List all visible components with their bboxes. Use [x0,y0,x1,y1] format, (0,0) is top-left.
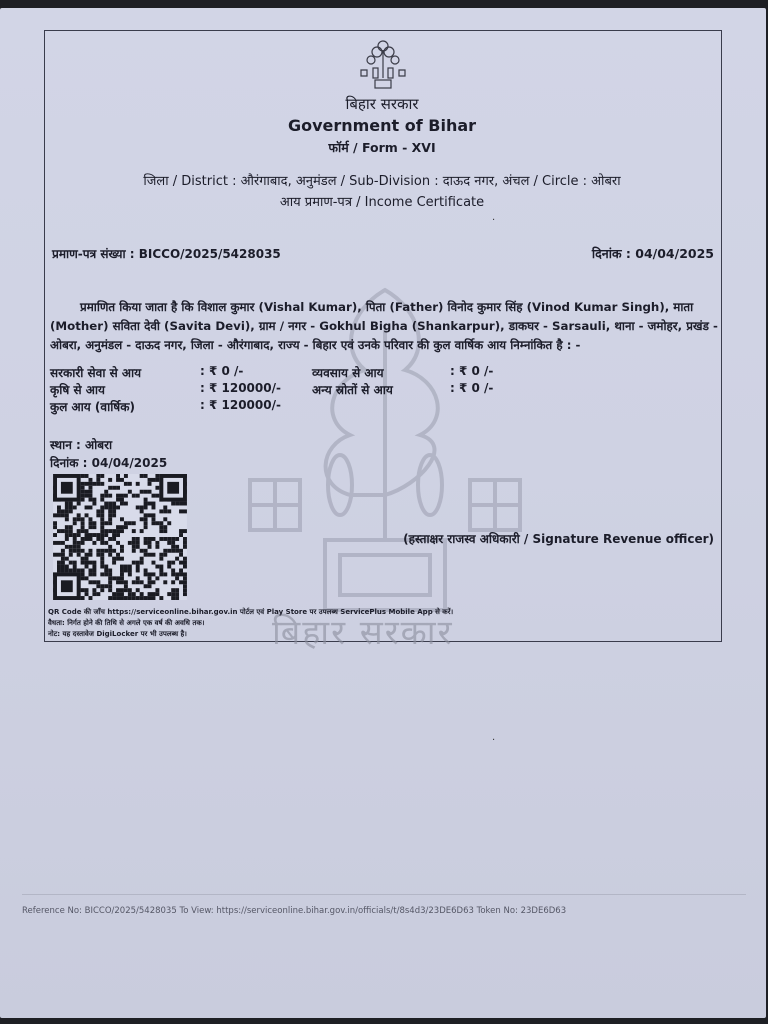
govt-title-hindi: बिहार सरकार [345,95,419,113]
other-income-label: अन्य स्रोतों से आय [312,383,393,397]
certificate-body: प्रमाणित किया जाता है कि विशाल कुमार (Vishal Kumar), पिता (Father) विनोद कुमार सिंह (Vinod Kumar Singh), माता (Mother) सविता देवी (Savita Devi), ग्राम / नगर - Gokhul Bigha (Shankarpur), डाकघर - Sarsauli, थाना - जमोहर, प्रखंड - ओबरा, अनुमंडल - दाऊद नगर, जिला - औरंगाबाद, राज्य - बिहार एवं उनके परिवार की कुल वार्षिक आय निम्नांकित है : - [50,300,718,352]
business-label: व्यवसाय से आय [312,366,384,380]
total-income-label: कुल आय (वार्षिक) [50,400,135,414]
qr-code [52,474,188,600]
reference-line: Reference No: BICCO/2025/5428035 To View: https://serviceonline.bihar.gov.in/officials/t/8s4d3/23DE6D63 Token No: 23DE6D63 [22,906,567,916]
stray-mark: · [492,215,496,226]
bihar-emblem-logo [357,38,409,96]
certificate-title: आय प्रमाण-पत्र / Income Certificate [279,195,485,210]
govt-service-label: सरकारी सेवा से आय [50,366,142,380]
reference-divider [22,894,746,895]
agriculture-label: कृषि से आय [50,383,105,397]
other-income-value: : ₹ 0 /- [450,381,494,395]
place: स्थान : ओबरा [50,438,113,452]
govt-title-english: Government of Bihar [287,116,477,135]
signature-label: (हस्ताक्षर राजस्व अधिकारी / Signature Revenue officer) [403,532,714,546]
business-value: : ₹ 0 /- [450,364,494,378]
form-number: फॉर्म / Form - XVI [328,140,436,155]
stray-mark: · [492,735,496,746]
issue-date: दिनांक : 04/04/2025 [591,246,714,261]
validity-note: वैधता: निर्गत होने की तिथि से अगले एक वर्ष की अवधि तक। [48,619,205,627]
agriculture-value: : ₹ 120000/- [200,381,281,395]
place-date: दिनांक : 04/04/2025 [50,456,168,470]
total-income-value: : ₹ 120000/- [200,398,281,412]
location-line: जिला / District : औरंगाबाद, अनुमंडल / Sub-Division : दाऊद नगर, अंचल / Circle : ओबरा [143,174,621,189]
certificate-number: प्रमाण-पत्र संख्या : BICCO/2025/5428035 [52,247,281,261]
qr-verify-note: QR Code की जाँच https://serviceonline.bihar.gov.in पोर्टल एवं Play Store पर उपलब्ध ServicePlus Mobile App से करें। [48,608,454,616]
digilocker-note: नोट: यह दस्तावेज DigiLocker पर भी उपलब्ध है। [48,630,187,638]
watermark-text: बिहार सरकार [272,613,454,653]
govt-service-value: : ₹ 0 /- [200,364,244,378]
